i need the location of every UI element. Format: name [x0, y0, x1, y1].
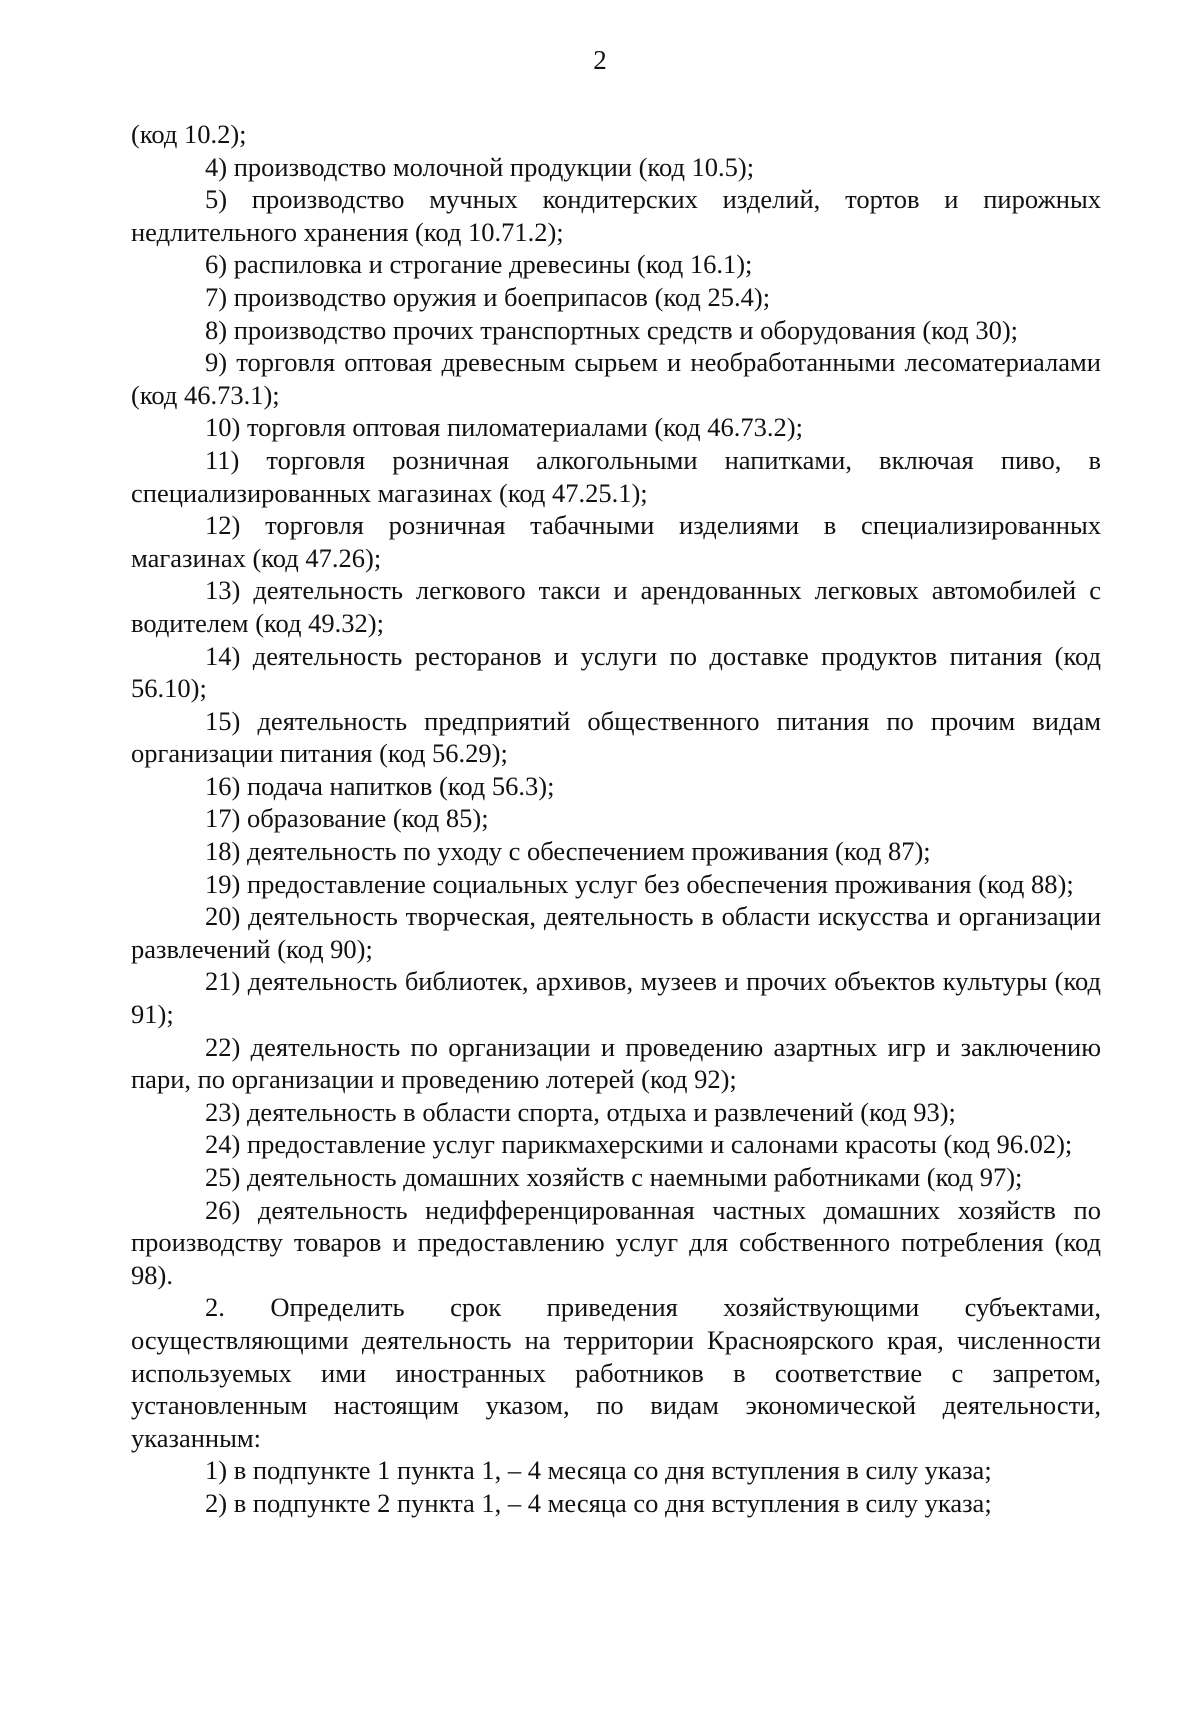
list-item-26: 26) деятельность недифференцированная частных домашних хозяйств по производству товаров и предоставлению услуг для собственного потребления (код 98). [131, 1194, 1101, 1290]
list-item-15: 15) деятельность предприятий общественного питания по прочим видам организации питания (код 56.29); [131, 705, 1101, 769]
list-item-19: 19) предоставление социальных услуг без обеспечения проживания (код 88); [205, 868, 1074, 899]
list-item-4: 4) производство молочной продукции (код 10.5); [205, 151, 755, 182]
list-item-16: 16) подача напитков (код 56.3); [205, 770, 555, 801]
list-item-23: 23) деятельность в области спорта, отдыха и развлечений (код 93); [205, 1096, 956, 1127]
list-item-24: 24) предоставление услуг парикмахерскими и салонами красоты (код 96.02); [205, 1129, 1073, 1160]
list-item-22: 22) деятельность по организации и проведению азартных игр и заключению пари, по организации и проведению лотерей (код 92); [131, 1031, 1101, 1095]
list-item-7: 7) производство оружия и боеприпасов (код 25.4); [205, 281, 771, 312]
list-item-8: 8) производство прочих транспортных средств и оборудования (код 30); [205, 314, 1019, 345]
list-item-20: 20) деятельность творческая, деятельность в области искусства и организации развлечений (код 90); [131, 901, 1101, 964]
list-item-25: 25) деятельность домашних хозяйств с наемными работниками (код 97); [205, 1162, 1023, 1192]
list-item-continuation: (код 10.2); [131, 119, 247, 149]
list-item-11: 11) торговля розничная алкогольными напитками, включая пиво, в специализированных магазинах (код 47.25.1); [131, 444, 1101, 508]
list-item-10: 10) торговля оптовая пиломатериалами (код 46.73.2); [205, 412, 803, 443]
list-item-12: 12) торговля розничная табачными изделиями в специализированных магазинах (код 47.26); [131, 510, 1101, 573]
list-item-6: 6) распиловка и строгание древесины (код 16.1); [205, 249, 753, 280]
list-item-17: 17) образование (код 85); [205, 803, 489, 834]
deadline-item-1: 1) в подпункте 1 пункта 1, – 4 месяца со дня вступления в силу указа; [205, 1455, 992, 1486]
document-body [131, 118, 1101, 1520]
page-number: 2 [593, 45, 607, 75]
deadline-item-2: 2) в подпункте 2 пункта 1, – 4 месяца со дня вступления в силу указа; [205, 1487, 992, 1518]
list-item-18: 18) деятельность по уходу с обеспечением проживания (код 87); [205, 836, 931, 867]
list-item-13: 13) деятельность легкового такси и арендованных легковых автомобилей с водителем (код 49.32); [131, 575, 1101, 638]
list-item-5: 5) производство мучных кондитерских изделий, тортов и пирожных недлительного хранения (код 10.71.2); [131, 184, 1101, 247]
list-item-14: 14) деятельность ресторанов и услуги по доставке продуктов питания (код 56.10); [131, 640, 1101, 704]
list-item-9: 9) торговля оптовая древесным сырьем и необработанными лесоматериалами (код 46.73.1); [131, 347, 1101, 410]
list-item-21: 21) деятельность библиотек, архивов, музеев и прочих объектов культуры (код 91); [131, 966, 1101, 1030]
section-2-paragraph: 2. Определить срок приведения хозяйствующими субъектами, осуществляющими деятельность на территории Красноярского края, численности используемых ими иностранных работников в соответствие с запретом, установленным настоящим указом, по видам экономической деятельности, указанным: [131, 1292, 1101, 1453]
